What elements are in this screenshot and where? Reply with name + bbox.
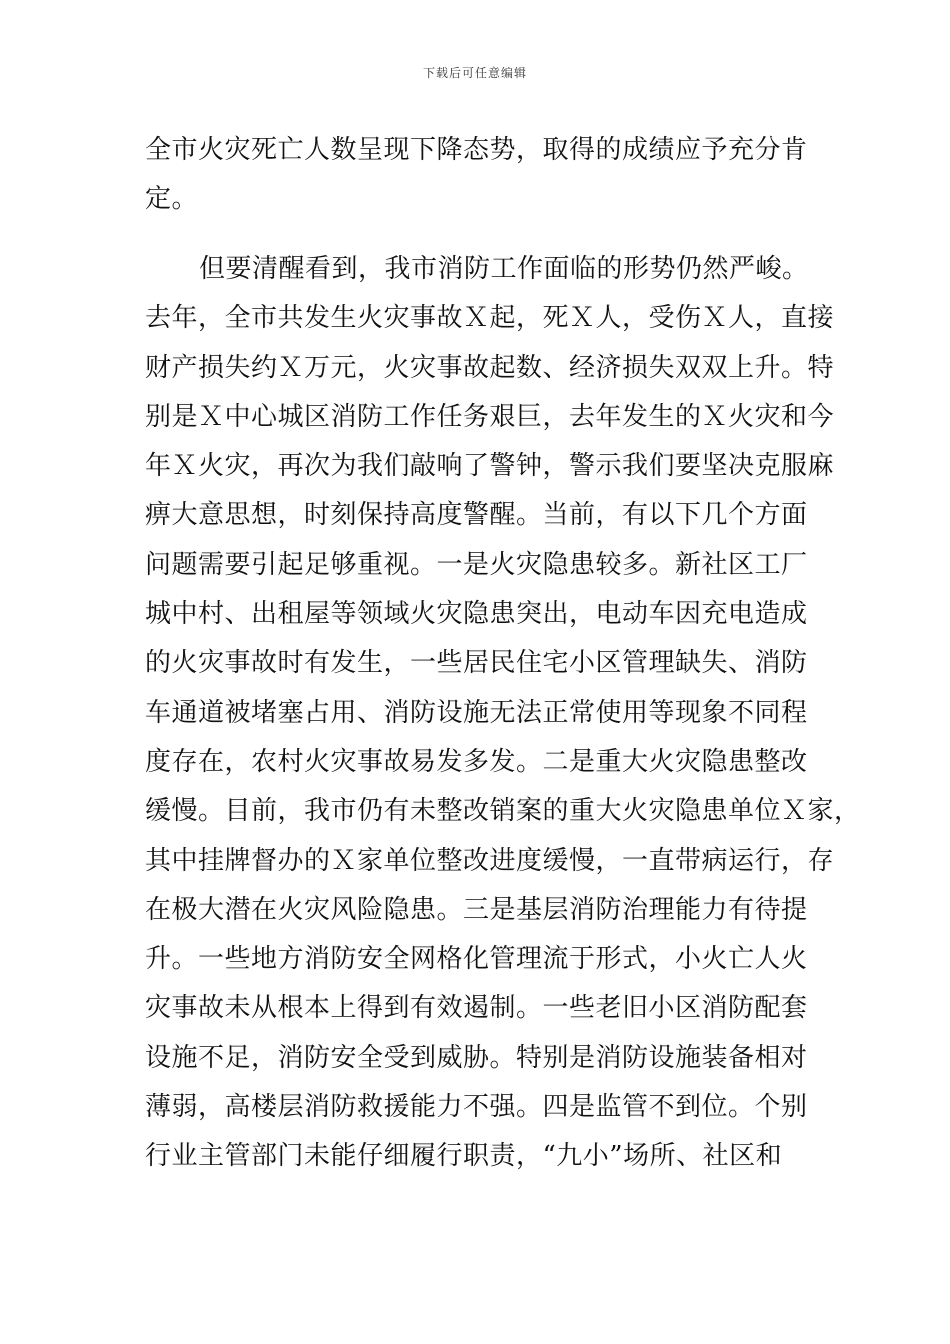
text-line: 灾事故未从根本上得到有效遏制。一些老旧小区消防配套 — [145, 993, 808, 1024]
text-line: 缓慢。目前，我市仍有未整改销案的重大火灾隐患单位Ｘ家， — [145, 796, 861, 827]
text-line: 行业主管部门未能仔细履行职责，“九小”场所、社区和 — [145, 1141, 783, 1172]
text-line: 的火灾事故时有发生，一些居民住宅小区管理缺失、消防 — [145, 648, 808, 679]
text-line: 城中村、出租屋等领域火灾隐患突出，电动车因充电造成 — [145, 599, 808, 630]
text-line: 全市火灾死亡人数呈现下降态势，取得的成绩应予充分肯 — [145, 135, 808, 165]
text-line: 去年，全市共发生火灾事故Ｘ起，死Ｘ人，受伤Ｘ人，直接 — [145, 303, 835, 334]
text-line: 在极大潜在火灾风险隐患。三是基层消防治理能力有待提 — [145, 894, 808, 925]
page-header: 下载后可任意编辑 — [422, 66, 527, 80]
text-line: 车通道被堵塞占用、消防设施无法正常使用等现象不同程 — [145, 697, 808, 728]
text-line: 但要清醒看到，我市消防工作面临的形势仍然严峻。 — [199, 254, 809, 284]
text-line: 升。一些地方消防安全网格化管理流于形式，小火亡人火 — [145, 944, 808, 975]
text-line: 其中挂牌督办的Ｘ家单位整改进度缓慢，一直带病运行，存 — [145, 845, 835, 876]
text-line: 别是Ｘ中心城区消防工作任务艰巨，去年发生的Ｘ火灾和今 — [145, 401, 835, 432]
text-line: 问题需要引起足够重视。一是火灾隐患较多。新社区工厂 — [145, 549, 808, 580]
paragraph-2 — [145, 245, 861, 1182]
text-line: 设施不足，消防安全受到威胁。特别是消防设施装备相对 — [145, 1042, 808, 1073]
text-line: 度存在，农村火灾事故易发多发。二是重大火灾隐患整改 — [145, 746, 808, 777]
text-line: 年Ｘ火灾，再次为我们敲响了警钟，警示我们要坚决克服麻 — [145, 451, 835, 482]
text-line: 财产损失约Ｘ万元，火灾事故起数、经济损失双双上升。特 — [145, 352, 835, 383]
text-line: 定。 — [145, 184, 199, 215]
text-line: 痹大意思想，时刻保持高度警醒。当前，有以下几个方面 — [145, 500, 808, 531]
paragraph-1 — [145, 126, 810, 225]
text-line: 薄弱，高楼层消防救援能力不强。四是监管不到位。个别 — [145, 1092, 808, 1123]
